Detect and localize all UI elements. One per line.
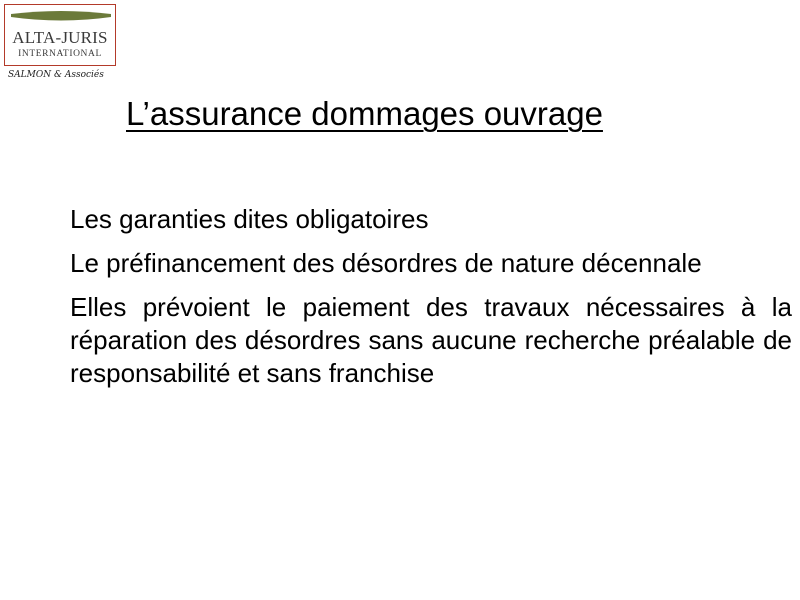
slide-title: L’assurance dommages ouvrage [126, 95, 603, 132]
logo-name: ALTA-JURIS [12, 28, 108, 47]
slide-body [70, 203, 792, 401]
paragraph-3: Elles prévoient le paiement des travaux nécessaires à la réparation des désordres sans aucune recherche préalable de responsabilité et sans franchise [70, 292, 792, 388]
firm-logo [4, 4, 116, 66]
paragraph-1: Les garanties dites obligatoires [70, 204, 429, 234]
logo-swoosh-icon [11, 10, 111, 28]
paragraph-2: Le préfinancement des désordres de nature décennale [70, 248, 702, 278]
logo-subtitle: INTERNATIONAL [18, 49, 102, 59]
logo-caption: SALMON & Associés [8, 70, 104, 80]
